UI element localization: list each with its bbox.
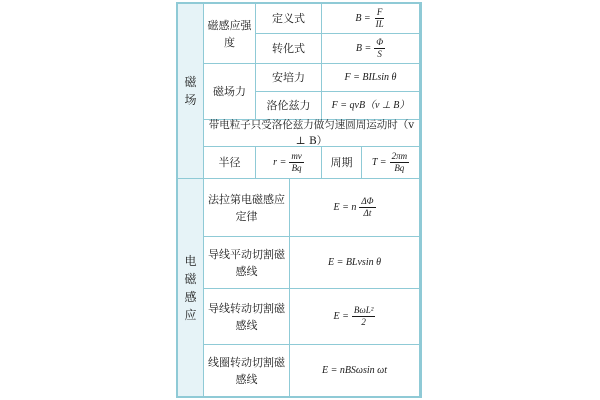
ampere-formula (322, 64, 420, 92)
magnetic-field-side-cell (178, 4, 204, 179)
period-denominator: Bq (394, 163, 405, 173)
definition-name: 定义式 (272, 11, 305, 25)
translation-formula-text: E = BLvsin θ (327, 256, 382, 268)
lorentz-name: 洛伦兹力 (266, 98, 311, 112)
magnetic-field-label: 磁场 (184, 75, 197, 107)
radius-name: 半径 (218, 155, 241, 169)
ampere-name: 安培力 (272, 70, 305, 84)
radius-lhs: r = (273, 156, 287, 168)
period-fraction (390, 151, 410, 174)
intensity-cell (204, 4, 256, 64)
faraday-numerator: ΔΦ (361, 196, 374, 206)
rotation-denominator: 2 (361, 317, 366, 327)
circular-motion-text: 带电粒子只受洛伦兹力做匀速圆周运动时（v ⊥ B） (208, 119, 415, 147)
definition-name-cell (256, 4, 322, 34)
ampere-formula-text: F = BILsin θ (344, 71, 397, 83)
period-lhs: T = (371, 156, 387, 168)
coil-formula-text: E = nBSωsin ωt (321, 364, 388, 376)
faraday-formula (290, 179, 420, 237)
translation-name: 导线平动切割磁感线 (208, 247, 285, 278)
ampere-name-cell (256, 64, 322, 92)
radius-denominator: Bq (291, 163, 302, 173)
definition-lhs: B = (355, 12, 371, 24)
faraday-lhs: E = n (333, 201, 357, 213)
translation-formula (290, 237, 420, 289)
period-formula (362, 147, 420, 179)
definition-fraction (374, 7, 386, 30)
rotation-fraction (352, 305, 376, 328)
coil-name-cell (204, 345, 290, 396)
induction-label: 电磁感应 (184, 253, 197, 322)
period-name: 周期 (330, 155, 353, 169)
rotation-numerator: BωL² (353, 305, 374, 315)
conversion-name-cell (256, 34, 322, 64)
period-name-cell (322, 147, 362, 179)
period-numerator: 2πm (391, 151, 408, 161)
faraday-name-cell (204, 179, 290, 237)
conversion-name: 转化式 (272, 41, 305, 55)
lorentz-name-cell (256, 92, 322, 120)
translation-name-cell (204, 237, 290, 289)
definition-numerator: F (376, 7, 383, 17)
rotation-lhs: E = (333, 310, 349, 322)
radius-fraction (289, 151, 304, 174)
circular-motion-cell (204, 120, 420, 147)
faraday-name: 法拉第电磁感应定律 (208, 192, 285, 223)
conversion-denominator: S (377, 49, 382, 59)
lorentz-formula-text: F = qvB（v ⊥ B） (331, 99, 410, 111)
rotation-formula (290, 289, 420, 345)
coil-formula (290, 345, 420, 396)
conversion-formula (322, 34, 420, 64)
lorentz-formula (322, 92, 420, 120)
coil-name: 线圈转动切割磁感线 (208, 355, 285, 386)
radius-numerator: mv (291, 151, 302, 161)
physics-formula-table (176, 2, 422, 398)
rotation-name-cell (204, 289, 290, 345)
faraday-fraction (359, 196, 375, 219)
conversion-lhs: B = (355, 42, 372, 54)
definition-denominator: IL (375, 19, 384, 29)
definition-formula (322, 4, 420, 34)
faraday-denominator: Δt (363, 208, 372, 218)
intensity-label: 磁感应强度 (207, 18, 252, 49)
radius-name-cell (204, 147, 256, 179)
force-cell (204, 64, 256, 120)
rotation-name: 导线转动切割磁感线 (208, 301, 285, 332)
force-label: 磁场力 (213, 85, 246, 98)
radius-formula (256, 147, 322, 179)
conversion-numerator: Φ (376, 37, 384, 47)
conversion-fraction (374, 37, 385, 60)
induction-side-cell (178, 179, 204, 396)
